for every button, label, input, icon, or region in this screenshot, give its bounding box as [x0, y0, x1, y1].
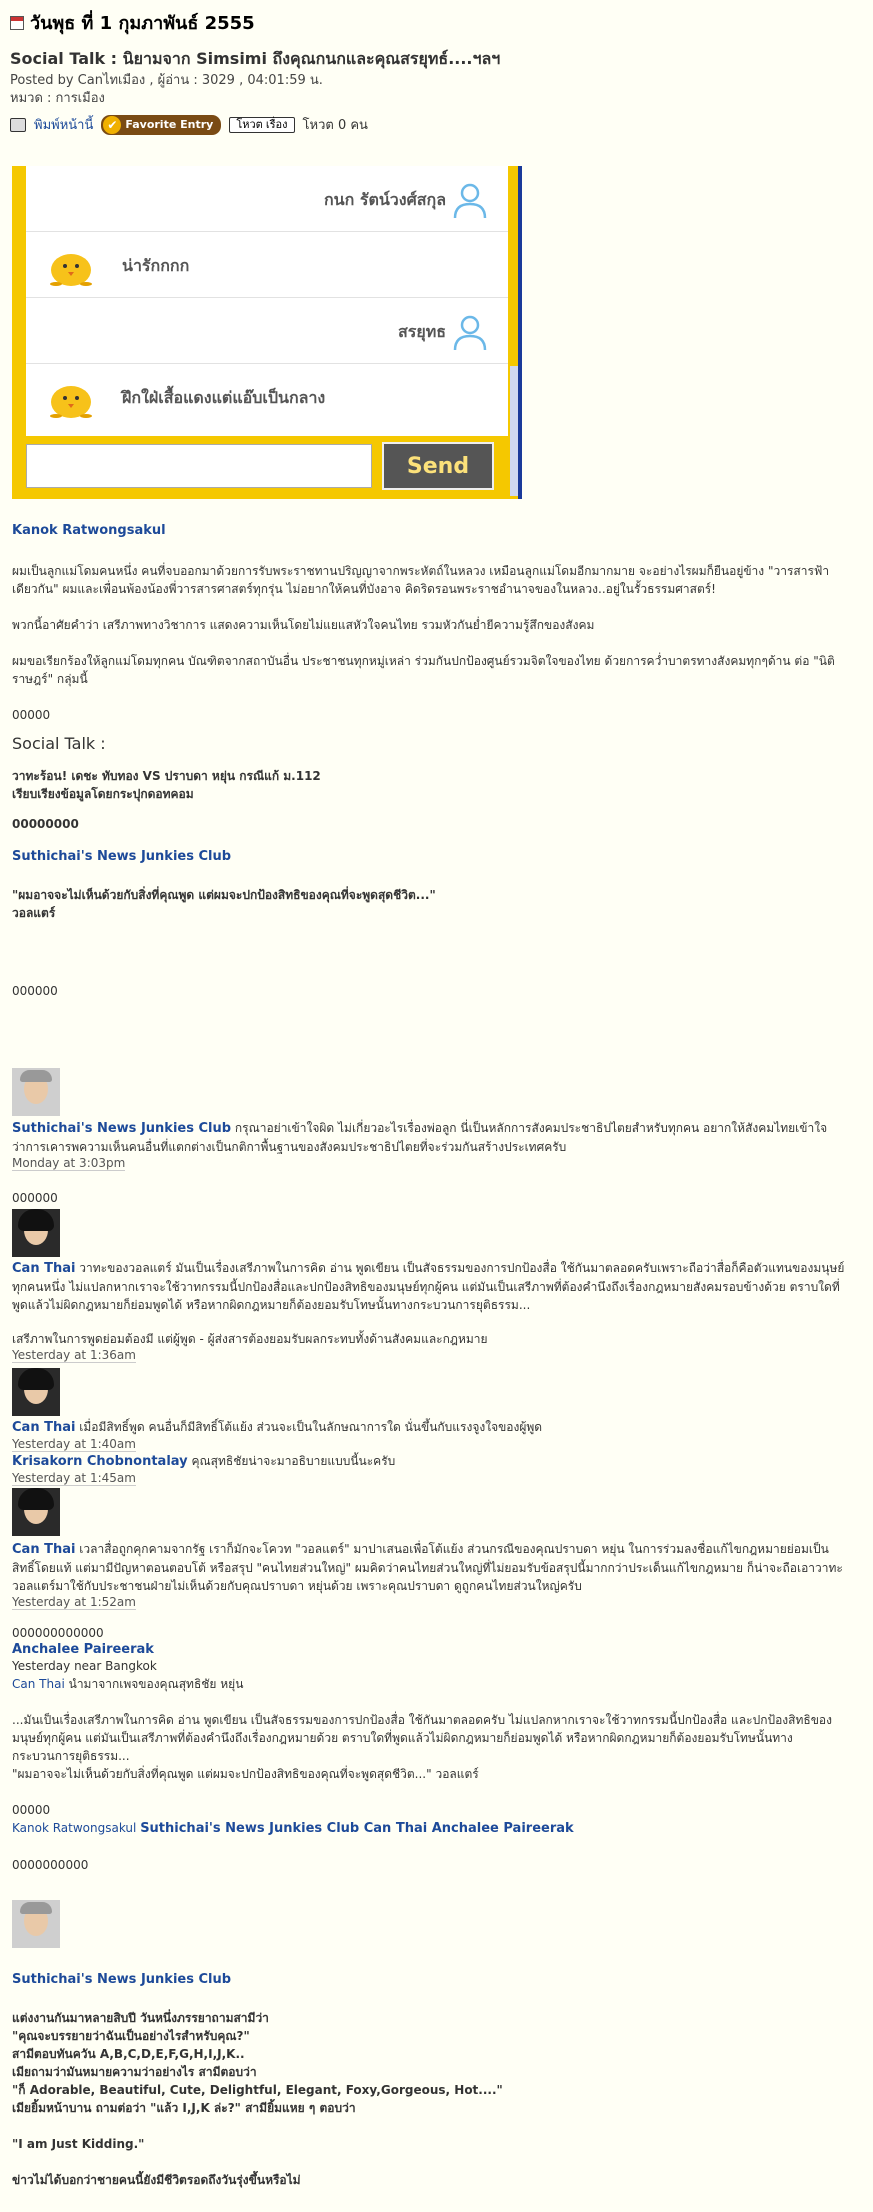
comment-author[interactable]: Can Thai: [12, 1542, 76, 1557]
person-avatar-icon: [450, 180, 490, 220]
blog-entry: [10, 0, 845, 2187]
simsimi-chick-icon: [48, 380, 94, 420]
comment-text: เสรีภาพในการพูดย่อมต้องมี แต่ผู้พูด - ผู้ส่งสารต้องยอมรับผลกระทบทั้งด้านสังคมและกฎหมาย: [12, 1332, 488, 1346]
simsimi-chat-image: [12, 166, 522, 499]
vote-button[interactable]: โหวต เรื่อง: [229, 117, 294, 133]
print-link[interactable]: พิมพ์หน้านี้: [34, 118, 94, 133]
avatar[interactable]: [12, 1900, 60, 1948]
comment-text: กรุณาอย่าเข้าใจผิด ไม่เกี่ยวอะไรเรื่องพ่อลูก นี่เป็นหลักการสังคมประชาธิปไตยสำหรับทุกคน อยากให้สังคมไทยเข้าใจว่าการเคารพความเห็นคนอื่นที่แตกต่างเป็นกติกาพื้นฐานของสังคมประชาธิปไตยที่จะร่วมกันสร้างประเทศครับ: [12, 1121, 828, 1154]
name-links[interactable]: Suthichai's News Junkies Club Can Thai Anchalee Paireerak: [140, 1821, 574, 1836]
separator-zeros: 00000: [12, 1803, 51, 1817]
entry-date-text: วันพุธ ที่ 1 กุมภาพันธ์ 2555: [30, 13, 255, 34]
chat-input: [26, 444, 372, 488]
chat-message: [26, 232, 508, 298]
comment-timestamp[interactable]: Yesterday at 1:36am: [12, 1348, 136, 1362]
separator-zeros: 000000: [12, 1191, 58, 1205]
repost-quote: "ผมอาจจะไม่เห็นด้วยกับสิ่งที่คุณพูด แต่ผมจะปกป้องสิทธิของคุณที่จะพูดสุดชีวิต..." วอลแตร์: [12, 1767, 479, 1781]
entry-date: [10, 8, 845, 37]
post-paragraph: ผมขอเรียกร้องให้ลูกแม่โดมทุกคน บัณฑิตจากสถาบันอื่น ประชาชนทุกหมู่เหล่า ร่วมกันปกป้องศูนย์รวมจิตใจของไทย ด้วยการคว่ำบาตรทางสังคมทุกๆด้าน ต่อ "นิติราษฎร์" กลุ่มนี้: [12, 654, 835, 686]
chat-message-text: กนก รัตน์วงศ์สกุล: [323, 190, 446, 209]
check-star-icon: ✔: [103, 116, 121, 134]
chat-message: [26, 364, 508, 430]
chat-message-text: สรยุทธ: [397, 322, 446, 341]
posted-by: Posted by Canไทเมือง , ผู้อ่าน : 3029 , 04:01:59 น.: [10, 73, 323, 88]
repost-text: ...มันเป็นเรื่องเสรีภาพในการคิด อ่าน พูดเขียน เป็นสัจธรรมของการปกป้องสื่อ ใช้กันมาตลอดครับ ไม่แปลกหากเราจะใช้วาทกรรมนี้ปกป้องสื่อ และปกป้องสิทธิของมนุษย์ทุกผู้คน แต่มันเป็นเสรีภาพที่ต้องคำนึงถึงเรื่องกฎหมายด้วย ตราบใดที่พูดแล้วไม่ผิดกฎหมายก็ย่อมพูดได้ หรือหากผิดกฎหมายก็ต้องยอมรับโทษนั้นทางกระบวนการยุติธรรม...: [12, 1713, 832, 1763]
quote-author: วอลแตร์: [12, 906, 56, 920]
chat-message-text: น่ารักกกก: [122, 256, 190, 275]
person-avatar-icon: [450, 312, 490, 352]
joke-post: [12, 1972, 847, 2189]
separator-zeros: 00000000: [12, 817, 79, 831]
comment-author[interactable]: Krisakorn Chobnontalay: [12, 1454, 188, 1469]
avatar[interactable]: [12, 1068, 60, 1116]
entry-title: Social Talk : นิยามจาก Simsimi ถึงคุณกนกและคุณสรยุทธ์....ฯลฯ: [10, 49, 501, 68]
separator-zeros: 00000: [12, 708, 51, 722]
chat-message: [26, 166, 508, 232]
send-button: Send: [382, 442, 494, 490]
post-meta: Yesterday near Bangkok: [12, 1659, 157, 1673]
comment-text: เวลาสื่อถูกคุกคามจากรัฐ เราก็มักจะโควท "วอลแตร์" มาปาเสนอเพื่อโต้แย้ง ส่วนกรณีของคุณปราบดา หยุ่น ในการร่วมลงชื่อแก้ไขกฎหมายย่อมเป็นสิทธิ์โดยแท้ แต่มามีปัญหาตอนตอบโต้ หรือสรุป "คนไทยส่วนใหญ่" ผมคิดว่าคนไทยส่วนใหญ่ที่ไม่ยอมรับข้อสรุปนี้มากกว่าประเด็นแก้ไขกฎหมาย ก็น่าจะถือเอาวาทะ วอลแตร์มาใช้กับประชาชนฝ่ายไม่เห็นด้วยกับคุณปราบดา หยุ่นด้วย เพราะคุณปราบดา ดูถูกคนไทยส่วนใหญ่ครับ: [12, 1542, 843, 1593]
separator-zeros: 000000000000: [12, 1626, 104, 1640]
post-line: ข่าวไม่ได้บอกว่าชายคนนี้ยังมีชีวิตรอดถึงวันรุ่งขึ้นหรือไม่: [12, 2173, 301, 2187]
favorite-entry-button[interactable]: [101, 115, 221, 135]
comment-author[interactable]: Can Thai: [12, 1420, 76, 1435]
category: หมวด : การเมือง: [10, 91, 105, 106]
post-line: "I am Just Kidding.": [12, 2137, 145, 2151]
separator-zeros: 000000: [12, 984, 58, 998]
favorite-entry-label: Favorite Entry: [125, 118, 214, 131]
comment-text: วาทะของวอลแตร์ มันเป็นเรื่องเสรีภาพในการคิด อ่าน พูดเขียน เป็นสัจธรรมของการปกป้องสื่อ ใช้กันมาตลอดครับเพราะถือว่าสื่อก็คือตัวแทนของมนุษย์ทุกคนหนึ่ง ไม่แปลกหากเราจะใช้วาทกรรมนี้ปกป้องสื่อและปกป้องสิทธิของมนุษย์ทุกผู้คน แต่มันเป็นเสรีภาพที่ต้องคำนึงถึงเรื่องกฎหมายสังคมรอบข้างด้วย ตราบใดที่พูดแล้วไม่ผิดกฎหมายก็ย่อมพูดได้ หรือหากผิดกฎหมายก็ต้องยอมรับโทษนั้นทางกระบวนการยุติธรรม...: [12, 1261, 845, 1312]
chat-scrollbar: [510, 366, 518, 496]
tagged-user-link[interactable]: Can Thai: [12, 1677, 65, 1691]
avatar[interactable]: [12, 1488, 60, 1536]
vote-count: โหวต 0 คน: [302, 118, 368, 133]
chat-message: [26, 298, 508, 364]
avatar[interactable]: [12, 1209, 60, 1257]
comment-text: เมื่อมีสิทธิ์พูด คนอื่นก็มีสิทธิ์โต้แย้ง ส่วนจะเป็นในลักษณาการใด นั่นขึ้นกับแรงจูงใจของผู้พูด: [79, 1420, 543, 1434]
comment: [12, 1540, 847, 1874]
post-line: เมียถามว่ามันหมายความว่าอย่างไร สามีตอบว่า: [12, 2065, 257, 2079]
comment: [12, 1259, 847, 1363]
comment-timestamp[interactable]: Monday at 3:03pm: [12, 1156, 126, 1170]
post-line: แต่งงานกันมาหลายสิบปี วันหนึ่งภรรยาถามสามีว่า: [12, 2011, 269, 2025]
separator-zeros: 0000000000: [12, 1858, 89, 1872]
author-name[interactable]: Kanok Ratwongsakul: [12, 523, 166, 538]
printer-icon[interactable]: [10, 118, 26, 132]
name-link[interactable]: Kanok Ratwongsakul: [12, 1821, 137, 1835]
comment-text: คุณสุทธิชัยน่าจะมาอธิบายแบบนี้นะครับ: [191, 1454, 396, 1468]
headline-source: เรียบเรียงข้อมูลโดยกระปุกดอทคอม: [12, 787, 194, 801]
author-name[interactable]: Suthichai's News Junkies Club: [12, 1972, 232, 1987]
quote: "ผมอาจจะไม่เห็นด้วยกับสิ่งที่คุณพูด แต่ผมจะปกป้องสิทธิของคุณที่จะพูดสุดชีวิต...": [12, 888, 436, 902]
post-paragraph: ผมเป็นลูกแม่โดมคนหนึ่ง คนที่จบออกมาด้วยการรับพระราชทานปริญญาจากพระหัตถ์ในหลวง เหมือนลูกแม่โดมอีกมากมาย จะอย่างไรผมก็ยืนอยู่ข้าง "วารสารฟ้าเดียวกัน" ผมและเพื่อนพ้องน้องพี่วารสารศาสตร์ทุกรุ่น ไม่อยากให้คนที่บังอาจ คิดริดรอนพระราชอำนาจของในหลวง..อยู่ในรั้วธรรมศาสตร์!: [12, 564, 830, 596]
comment: [12, 1418, 847, 1486]
comment-timestamp[interactable]: Yesterday at 1:45am: [12, 1471, 136, 1485]
comment-timestamp[interactable]: Yesterday at 1:52am: [12, 1595, 136, 1609]
post-line: "คุณจะบรรยายว่าฉันเป็นอย่างไรสำหรับคุณ?": [12, 2029, 250, 2043]
post-line: "ก็ Adorable, Beautiful, Cute, Delightful, Elegant, Foxy,Gorgeous, Hot....": [12, 2083, 503, 2097]
social-talk-heading: Social Talk :: [12, 734, 106, 753]
simsimi-chick-icon: [48, 248, 94, 288]
chat-messages: [26, 166, 508, 436]
comment-author[interactable]: Can Thai: [12, 1261, 76, 1276]
author-name[interactable]: Anchalee Paireerak: [12, 1642, 154, 1657]
calendar-icon: [10, 16, 24, 30]
comment-author[interactable]: Suthichai's News Junkies Club: [12, 1121, 232, 1136]
avatar[interactable]: [12, 1368, 60, 1416]
post-line: สามีตอบทันควัน A,B,C,D,E,F,G,H,I,J,K..: [12, 2047, 245, 2061]
entry-toolbar: [10, 114, 845, 135]
author-name[interactable]: Suthichai's News Junkies Club: [12, 849, 232, 864]
comment: [12, 1119, 847, 1207]
post-paragraph: พวกนี้อาศัยคำว่า เสรีภาพทางวิชาการ แสดงความเห็นโดยไม่แยแสหัวใจคนไทย รวมหัวกันย่ำยีความรู้สึกของสังคม: [12, 618, 595, 632]
kanok-post: [12, 523, 847, 1000]
comment-timestamp[interactable]: Yesterday at 1:40am: [12, 1437, 136, 1451]
chat-message-text: ฝึกใฝ่เสื้อแดงแต่แอ๊บเป็นกลาง: [122, 388, 326, 407]
post-text: นำมาจากเพจของคุณสุทธิชัย หยุ่น: [68, 1677, 244, 1691]
post-line: เมียยิ้มหน้าบาน ถามต่อว่า "แล้ว I,J,K ล่ะ?" สามียิ้มแหย ๆ ตอบว่า: [12, 2101, 356, 2115]
headline: วาทะร้อน! เดชะ ทับทอง VS ปราบดา หยุ่น กรณีแก้ ม.112: [12, 769, 321, 783]
